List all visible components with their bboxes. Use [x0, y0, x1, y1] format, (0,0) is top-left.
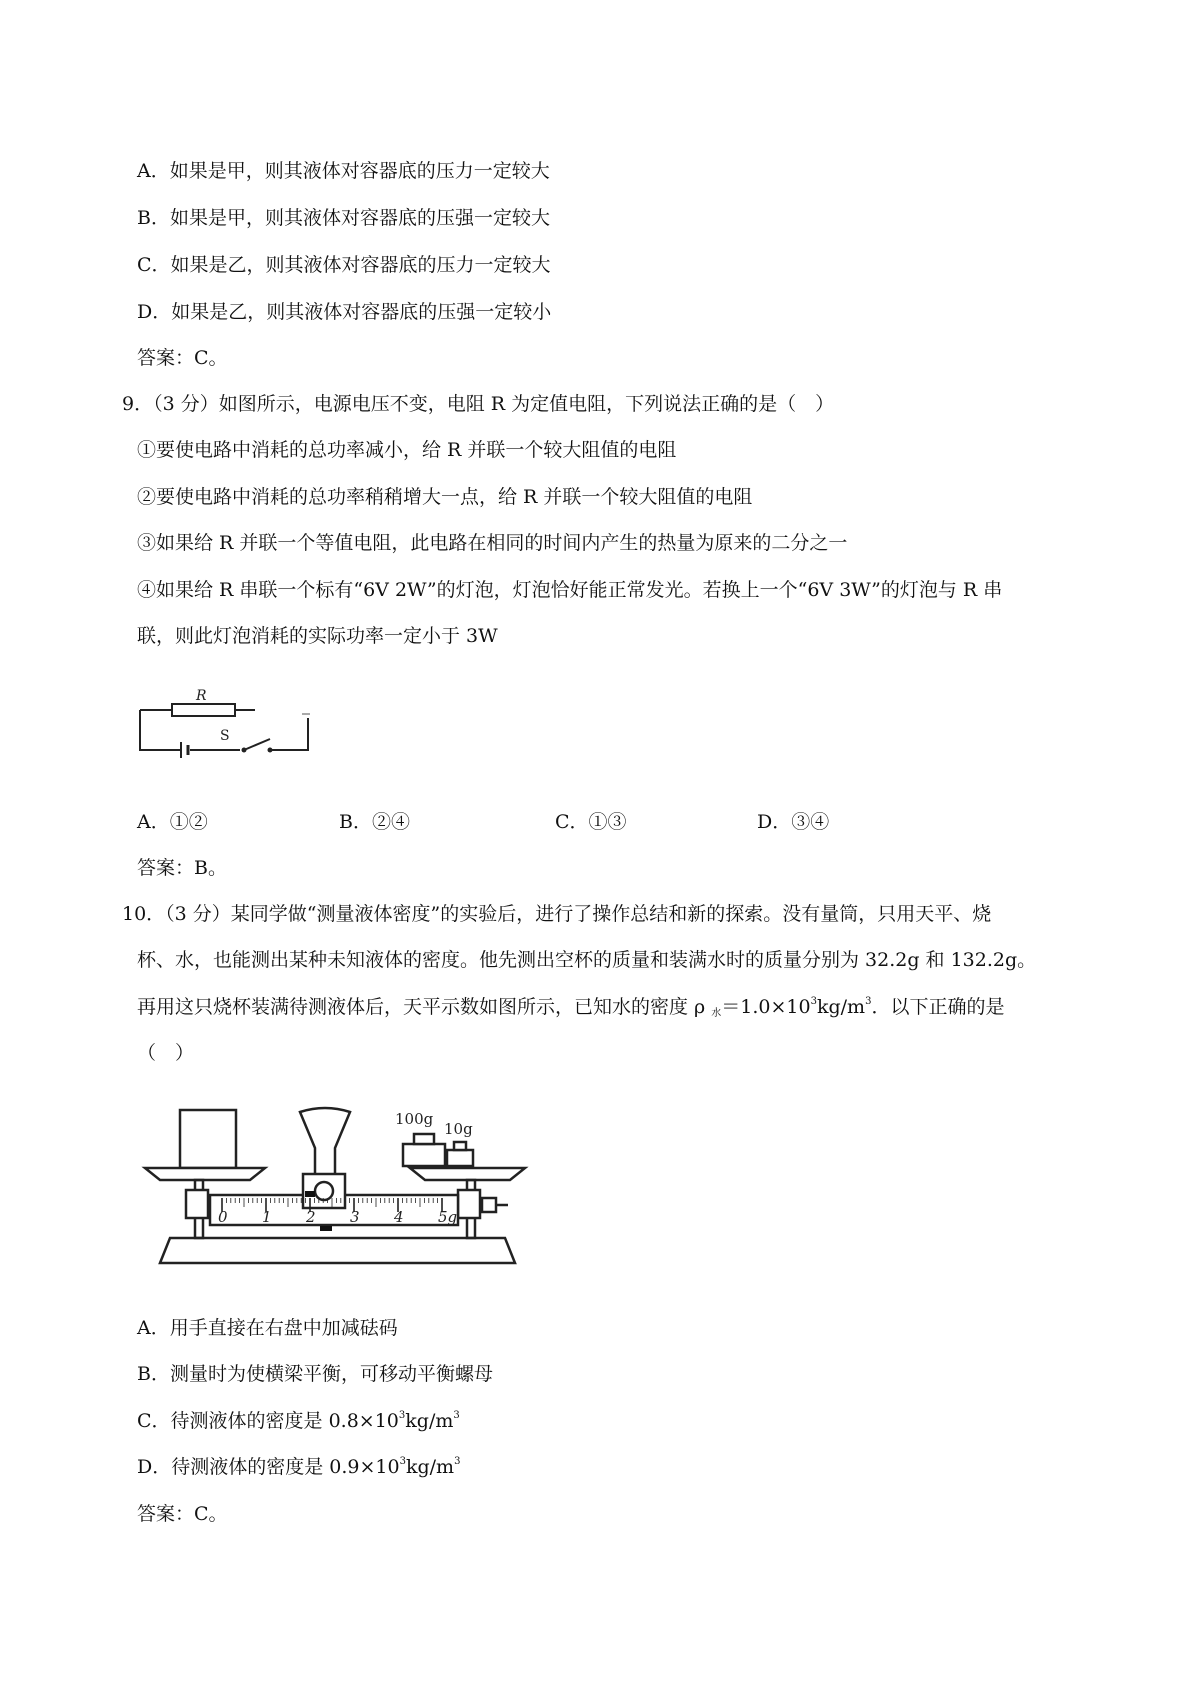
- rider: [305, 1191, 315, 1197]
- weight-big-label: 100g: [395, 1110, 434, 1128]
- q9-stem: 9．（3 分）如图所示，电源电压不变，电阻 R 为定值电阻，下列说法正确的是（ ）: [122, 393, 835, 415]
- scale-tick-label: 1: [262, 1208, 272, 1226]
- q9-choice-c: C．①③: [555, 811, 627, 833]
- q9-statement-2: ②要使电路中消耗的总功率稍稍增大一点，给 R 并联一个较大阻值的电阻: [137, 486, 753, 508]
- weight-small-label: 10g: [444, 1120, 473, 1138]
- scale-tick-label: 0: [218, 1208, 228, 1226]
- scale-tick-label: 4: [394, 1208, 404, 1226]
- q10-option-b: B．测量时为使横梁平衡，可移动平衡螺母: [137, 1363, 493, 1385]
- scale-tick-label: 2: [306, 1208, 316, 1226]
- balance-nut: [458, 1190, 480, 1218]
- weight-100g: [403, 1144, 445, 1166]
- scale-tick-label: 3: [350, 1208, 360, 1226]
- q9-statement-4-cont: 联，则此灯泡消耗的实际功率一定小于 3W: [137, 625, 498, 647]
- q10-option-c: C．待测液体的密度是 $0.8\times 10^3kg/m^3$: [137, 1410, 460, 1432]
- q10-option-a: A．用手直接在右盘中加减砝码: [137, 1317, 398, 1339]
- switch-symbol: [242, 739, 273, 753]
- q10-line-1: 10．（3 分）某同学做“测量液体密度”的实验后，进行了操作总结和新的探索。没有量筒，只用天平、烧: [122, 903, 992, 925]
- q10-line-3: 再用这只烧杯装满待测液体后，天平示数如图所示，已知水的密度 ρ $_水=1.0\times 10^3kg/m^3$．以下正确的是: [137, 996, 1005, 1019]
- q8-option-b: B．如果是甲，则其液体对容器底的压强一定较大: [137, 207, 550, 229]
- q9-statement-4: ④如果给 R 串联一个标有“6V 2W”的灯泡，灯泡恰好能正常发光。若换上一个“6V 3W”的灯泡与 R 串: [137, 579, 1003, 601]
- q10-line-2: 杯、水，也能测出某种未知液体的密度。他先测出空杯的质量和装满水时的质量分别为 32.2g 和 132.2g。: [137, 949, 1037, 971]
- weight-10g: [447, 1150, 473, 1166]
- q9-statement-1: ①要使电路中消耗的总功率减小，给 R 并联一个较大阻值的电阻: [137, 439, 677, 461]
- q8-option-c: C．如果是乙，则其液体对容器底的压力一定较大: [137, 254, 551, 276]
- q9-answer: 答案：B。: [137, 857, 227, 879]
- beaker: [180, 1110, 236, 1168]
- balance-diagram: [140, 1098, 530, 1268]
- circuit-diagram: [130, 688, 330, 758]
- q9-statement-3: ③如果给 R 并联一个等值电阻，此电路在相同的时间内产生的热量为原来的二分之一: [137, 532, 848, 554]
- q10-line-4: （ ）: [137, 1042, 195, 1064]
- resistor-label: R: [196, 688, 207, 704]
- q9-choice-a: A．①②: [137, 811, 208, 833]
- q8-answer: 答案：C。: [137, 347, 228, 369]
- q9-choice-d: D．③④: [757, 811, 830, 833]
- q8-option-d: D．如果是乙，则其液体对容器底的压强一定较小: [137, 301, 552, 323]
- resistor-symbol: [172, 704, 235, 716]
- switch-label: S: [220, 728, 230, 744]
- q10-answer: 答案：C。: [137, 1503, 228, 1525]
- q8-option-a: A．如果是甲，则其液体对容器底的压力一定较大: [137, 160, 550, 182]
- q10-option-d: D．待测液体的密度是 $0.9\times 10^3kg/m^3$: [137, 1456, 461, 1478]
- q9-choice-b: B．②④: [339, 811, 410, 833]
- scale-tick-label: 5g: [438, 1208, 458, 1226]
